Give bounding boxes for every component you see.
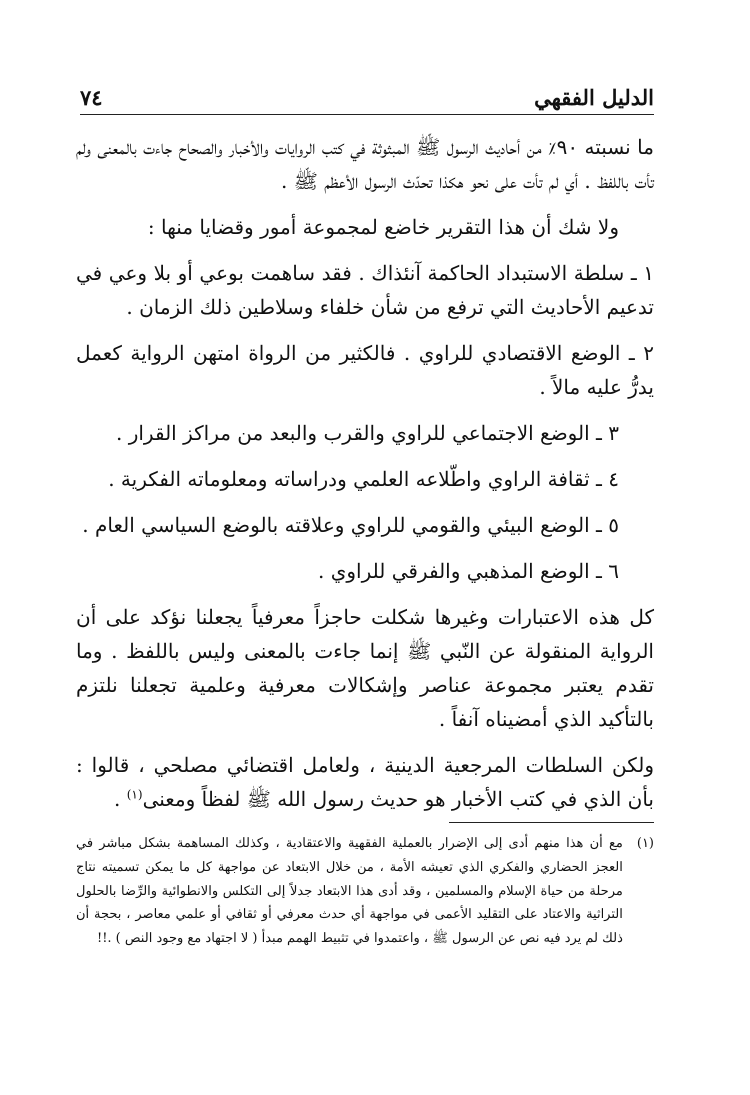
footnote-reference: (١) [126,787,143,802]
paragraph-4-text: ولكن السلطات المرجعية الدينية ، ولعامل اقتضائي مصلحي ، قالوا : بأن الذي في كتب الأخبار هو حديث رسول الله ﷺ لفظاً ومعنى [76,753,654,811]
list-item-2: ٢ ـ الوضع الاقتصادي للراوي . فالكثير من الرواة امتهن الرواية كعمل يدرُّ عليه مالاً . [76,341,654,399]
paragraph-1: ما نسبته ٩٠٪ من أحاديث الرسول ﷺ المبثوثة في كتب الروايات والأخبار والصحاح جاءت بالمعنى ولم تأت باللفظ . أي لم تأت على نحو هكذا تحدّث الرسول الأعظم ﷺ . [76,135,654,193]
paragraph-3: كل هذه الاعتبارات وغيرها شكلت حاجزاً معرفياً يجعلنا نؤكد على أن الرواية المنقولة عن النّبي ﷺ إنما جاءت بالمعنى وليس باللفظ . وما تقدم يعتبر مجموعة عناصر وإشكالات معرفية وعلمية تجعلنا نلتزم بالتأكيد الذي أمضيناه آنفاً . [76,605,654,731]
footnote-marker: (١) [636,836,654,851]
paragraph-4 [76,748,654,816]
list-item-4: ٤ ـ ثقافة الراوي واطّلاعه العلمي ودراساته ومعلوماته الفكرية . [108,467,619,491]
page-header [80,80,654,115]
page-number: ٧٤ [80,85,103,110]
paragraph-4-end: . [114,787,127,811]
footnote [76,832,654,951]
list-item-5: ٥ ـ الوضع البيئي والقومي للراوي وعلاقته بالوضع السياسي العام . [82,513,619,537]
paragraph-2: ولا شك أن هذا التقرير خاضع لمجموعة أمور وقضايا منها : [147,215,619,239]
main-text [76,130,654,828]
footnote-text: مع أن هذا منهم أدى إلى الإضرار بالعملية الفقهية والاعتقادية ، وكذلك المساهمة بشكل مباشر في العجز الحضاري والفكري الذي تعيشه الأمة ، من خلال الابتعاد عن مواجهة كل ما يمكن تسميته نتاج مرحلة من حياة الإسلام والمسلمين ، وقد أدى هذا الابتعاد جدلاً إلى التكلس والانطوائية والرِّضا بالحلول التراثية والاعتاد على التقليد الأعمى في مواجهة أي حدث معرفي أو ثقافي أو علمي معاصر ، بحجة أن ذلك لم يرد فيه نص عن الرسول ﷺ ، واعتمدوا في تثبيط الهمم مبدأ ( لا اجتهاد مع وجود النص ) .!! [76,836,623,947]
running-title: الدليل الفقهي [534,85,654,110]
list-item-3: ٣ ـ الوضع الاجتماعي للراوي والقرب والبعد من مراكز القرار . [116,421,619,445]
list-item-6: ٦ ـ الوضع المذهبي والفرقي للراوي . [318,559,619,583]
list-item-1: ١ ـ سلطة الاستبداد الحاكمة آنئذاك . فقد ساهمت بوعي أو بلا وعي في تدعيم الأحاديث التي ترفع من شأن خلفاء وسلاطين ذلك الزمان . [76,261,654,319]
footnote-divider [449,822,654,823]
